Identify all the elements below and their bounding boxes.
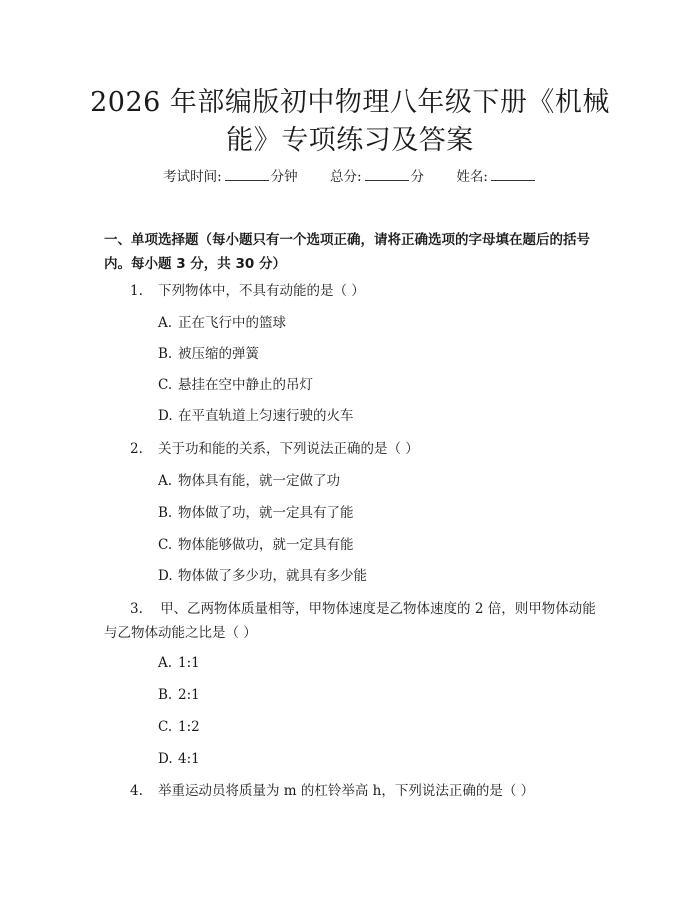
total-score-blank[interactable] bbox=[365, 166, 409, 181]
option-text: 物体做了功，就一定具有了能 bbox=[178, 505, 354, 521]
option-text: 物体做了多少功，就具有多少能 bbox=[178, 568, 367, 584]
option-text: 被压缩的弹簧 bbox=[178, 346, 259, 362]
option-text: 物体能够做功，就一定具有能 bbox=[178, 537, 354, 553]
section-heading: 一、单项选择题（每小题只有一个选项正确，请将正确选项的字母填在题后的括号内。每小题 3 分，共 30 分） bbox=[104, 232, 590, 272]
name-blank[interactable] bbox=[491, 166, 535, 181]
exam-time-unit: 分钟 bbox=[270, 169, 298, 185]
option-3d bbox=[158, 747, 200, 771]
option-text: 1:1 bbox=[178, 655, 200, 671]
option-text: 4:1 bbox=[178, 751, 200, 767]
option-2b bbox=[158, 501, 354, 525]
question-number: 4. bbox=[130, 783, 143, 799]
question-number: 3. bbox=[130, 601, 143, 617]
name-field bbox=[456, 169, 537, 185]
option-1a bbox=[158, 311, 286, 335]
option-2d bbox=[158, 564, 367, 588]
total-score-label: 总分: bbox=[329, 169, 362, 185]
option-letter: B. bbox=[158, 346, 173, 362]
question-number: 1. bbox=[130, 283, 143, 299]
exam-time-label: 考试时间: bbox=[163, 169, 222, 185]
option-2c bbox=[158, 533, 354, 557]
question-number: 2. bbox=[130, 441, 143, 457]
option-text: 在平直轨道上匀速行驶的火车 bbox=[178, 408, 354, 424]
option-3a bbox=[158, 651, 200, 675]
question-text: 下列物体中，不具有动能的是（ ） bbox=[158, 283, 365, 299]
question-4 bbox=[130, 779, 610, 803]
total-score-unit: 分 bbox=[410, 169, 425, 185]
option-letter: D. bbox=[158, 568, 173, 584]
option-letter: C. bbox=[158, 719, 173, 735]
option-2a bbox=[158, 469, 340, 493]
exam-info-row bbox=[0, 166, 700, 188]
option-text: 2:1 bbox=[178, 687, 200, 703]
document-title-line1: 2026 年部编版初中物理八年级下册《机械 bbox=[90, 87, 610, 118]
document-title-line2: 能》专项练习及答案 bbox=[226, 125, 474, 156]
option-1b bbox=[158, 342, 259, 366]
option-1d bbox=[158, 404, 354, 428]
option-letter: A. bbox=[158, 655, 173, 671]
option-text: 1:2 bbox=[178, 719, 200, 735]
question-2 bbox=[130, 437, 610, 461]
question-3 bbox=[104, 597, 604, 645]
option-letter: A. bbox=[158, 315, 173, 331]
option-letter: D. bbox=[158, 751, 173, 767]
question-text: 举重运动员将质量为 m 的杠铃举高 h，下列说法正确的是（ ） bbox=[158, 783, 535, 799]
total-score-field bbox=[330, 169, 424, 185]
question-1 bbox=[130, 279, 610, 303]
exam-time-blank[interactable] bbox=[225, 166, 269, 181]
option-letter: B. bbox=[158, 687, 173, 703]
question-text: 甲、乙两物体质量相等，甲物体速度是乙物体速度的 2 倍，则甲物体动能与乙物体动能之比是（ ） bbox=[104, 601, 596, 641]
option-letter: A. bbox=[158, 473, 173, 489]
option-text: 正在飞行中的篮球 bbox=[178, 315, 286, 331]
option-letter: C. bbox=[158, 377, 173, 393]
option-3b bbox=[158, 683, 200, 707]
option-letter: C. bbox=[158, 537, 173, 553]
option-letter: D. bbox=[158, 408, 173, 424]
option-letter: B. bbox=[158, 505, 173, 521]
name-label: 姓名: bbox=[456, 169, 488, 185]
option-3c bbox=[158, 715, 200, 739]
question-text: 关于功和能的关系，下列说法正确的是（ ） bbox=[158, 441, 419, 457]
option-text: 物体具有能，就一定做了功 bbox=[178, 473, 340, 489]
option-1c bbox=[158, 373, 313, 397]
exam-time-field bbox=[163, 169, 298, 185]
option-text: 悬挂在空中静止的吊灯 bbox=[178, 377, 313, 393]
